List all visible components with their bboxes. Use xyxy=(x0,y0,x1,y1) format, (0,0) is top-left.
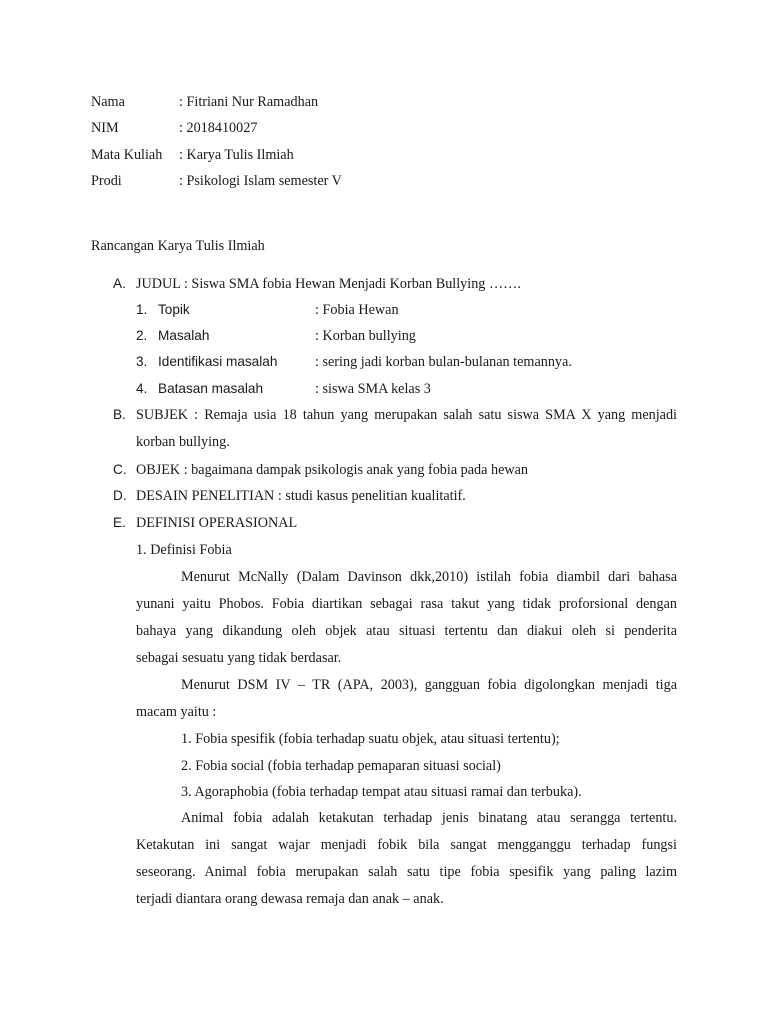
section-b-text-line: SUBJEK : Remaja usia 18 tahun yang merupakan salah satu siswa SMA X yang menjadi xyxy=(136,407,677,423)
section-c-text: OBJEK : bagaimana dampak psikologis anak yang fobia pada hewan xyxy=(136,462,529,478)
list-item-value: : siswa SMA kelas 3 xyxy=(315,381,431,397)
list-item-label: Batasan masalah xyxy=(158,381,264,396)
paragraph-line: terjadi diantara orang dewasa remaja dan anak – anak. xyxy=(136,891,444,907)
section-e-marker: E. xyxy=(113,515,126,530)
list-item: 2. Fobia social (fobia terhadap pemaparan situasi social) xyxy=(181,758,501,774)
list-item-label: Identifikasi masalah xyxy=(158,354,278,369)
identity-label: Mata Kuliah xyxy=(91,147,163,163)
identity-row-course xyxy=(91,145,294,165)
paragraph-line: sebagai sesuatu yang tidak berdasar. xyxy=(136,650,342,666)
identity-value: : 2018410027 xyxy=(179,120,258,136)
section-b-marker: B. xyxy=(113,407,126,422)
list-item-value: : Fobia Hewan xyxy=(315,302,399,318)
section-e-text: DEFINISI OPERASIONAL xyxy=(136,515,298,531)
paragraph-line: seseorang. Animal fobia merupakan salah satu tipe fobia spesifik yang paling lazim xyxy=(136,864,677,880)
list-item-label: Masalah xyxy=(158,328,210,343)
identity-label: NIM xyxy=(91,120,119,136)
identity-value: : Psikologi Islam semester V xyxy=(179,173,342,189)
list-item-number: 4. xyxy=(136,381,148,396)
list-item-value: : Korban bullying xyxy=(315,328,416,344)
paragraph-line: yunani yaitu Phobos. Fobia diartikan sebagai rasa takut yang tidak proforsional dengan xyxy=(136,596,677,612)
section-d-text: DESAIN PENELITIAN : studi kasus penelitian kualitatif. xyxy=(136,488,466,504)
list-item-number: 1. xyxy=(136,302,148,317)
paragraph-line: bahaya yang dikandung oleh objek atau situasi tertentu dan diakui oleh si penderita xyxy=(136,623,677,639)
section-a-marker: A. xyxy=(113,276,126,291)
paragraph-line: Menurut McNally (Dalam Davinson dkk,2010) istilah fobia diambil dari bahasa xyxy=(181,569,677,585)
list-item-label: Topik xyxy=(158,302,190,317)
section-b-text-line: korban bullying. xyxy=(136,434,230,450)
list-item xyxy=(136,379,636,399)
list-item xyxy=(136,326,636,346)
list-item-number: 2. xyxy=(136,328,148,343)
document-title: Rancangan Karya Tulis Ilmiah xyxy=(91,238,265,254)
identity-label: Nama xyxy=(91,94,125,110)
list-item: 3. Agoraphobia (fobia terhadap tempat atau situasi ramai dan terbuka). xyxy=(181,784,582,800)
list-item-value: : sering jadi korban bulan-bulanan temannya. xyxy=(315,354,572,370)
identity-row-name xyxy=(91,92,318,112)
section-a-text: JUDUL : Siswa SMA fobia Hewan Menjadi Korban Bullying ……. xyxy=(136,276,521,292)
paragraph-line: macam yaitu : xyxy=(136,704,217,720)
list-item-number: 3. xyxy=(136,354,148,369)
identity-value: : Fitriani Nur Ramadhan xyxy=(179,94,319,110)
list-item xyxy=(136,300,636,320)
paragraph-line: Ketakutan ini sangat wajar menjadi fobik bila sangat mengganggu terhadap fungsi xyxy=(136,837,677,853)
section-d-marker: D. xyxy=(113,488,127,503)
subsection-heading: 1. Definisi Fobia xyxy=(136,542,232,558)
list-item: 1. Fobia spesifik (fobia terhadap suatu objek, atau situasi tertentu); xyxy=(181,731,560,747)
identity-row-nim xyxy=(91,118,257,138)
list-item xyxy=(136,352,636,372)
paragraph-line: Menurut DSM IV – TR (APA, 2003), gangguan fobia digolongkan menjadi tiga xyxy=(181,677,677,693)
paragraph-line: Animal fobia adalah ketakutan terhadap jenis binatang atau serangga tertentu. xyxy=(181,810,677,826)
identity-value: : Karya Tulis Ilmiah xyxy=(179,147,294,163)
identity-row-program xyxy=(91,171,342,191)
identity-label: Prodi xyxy=(91,173,122,189)
section-c-marker: C. xyxy=(113,462,127,477)
